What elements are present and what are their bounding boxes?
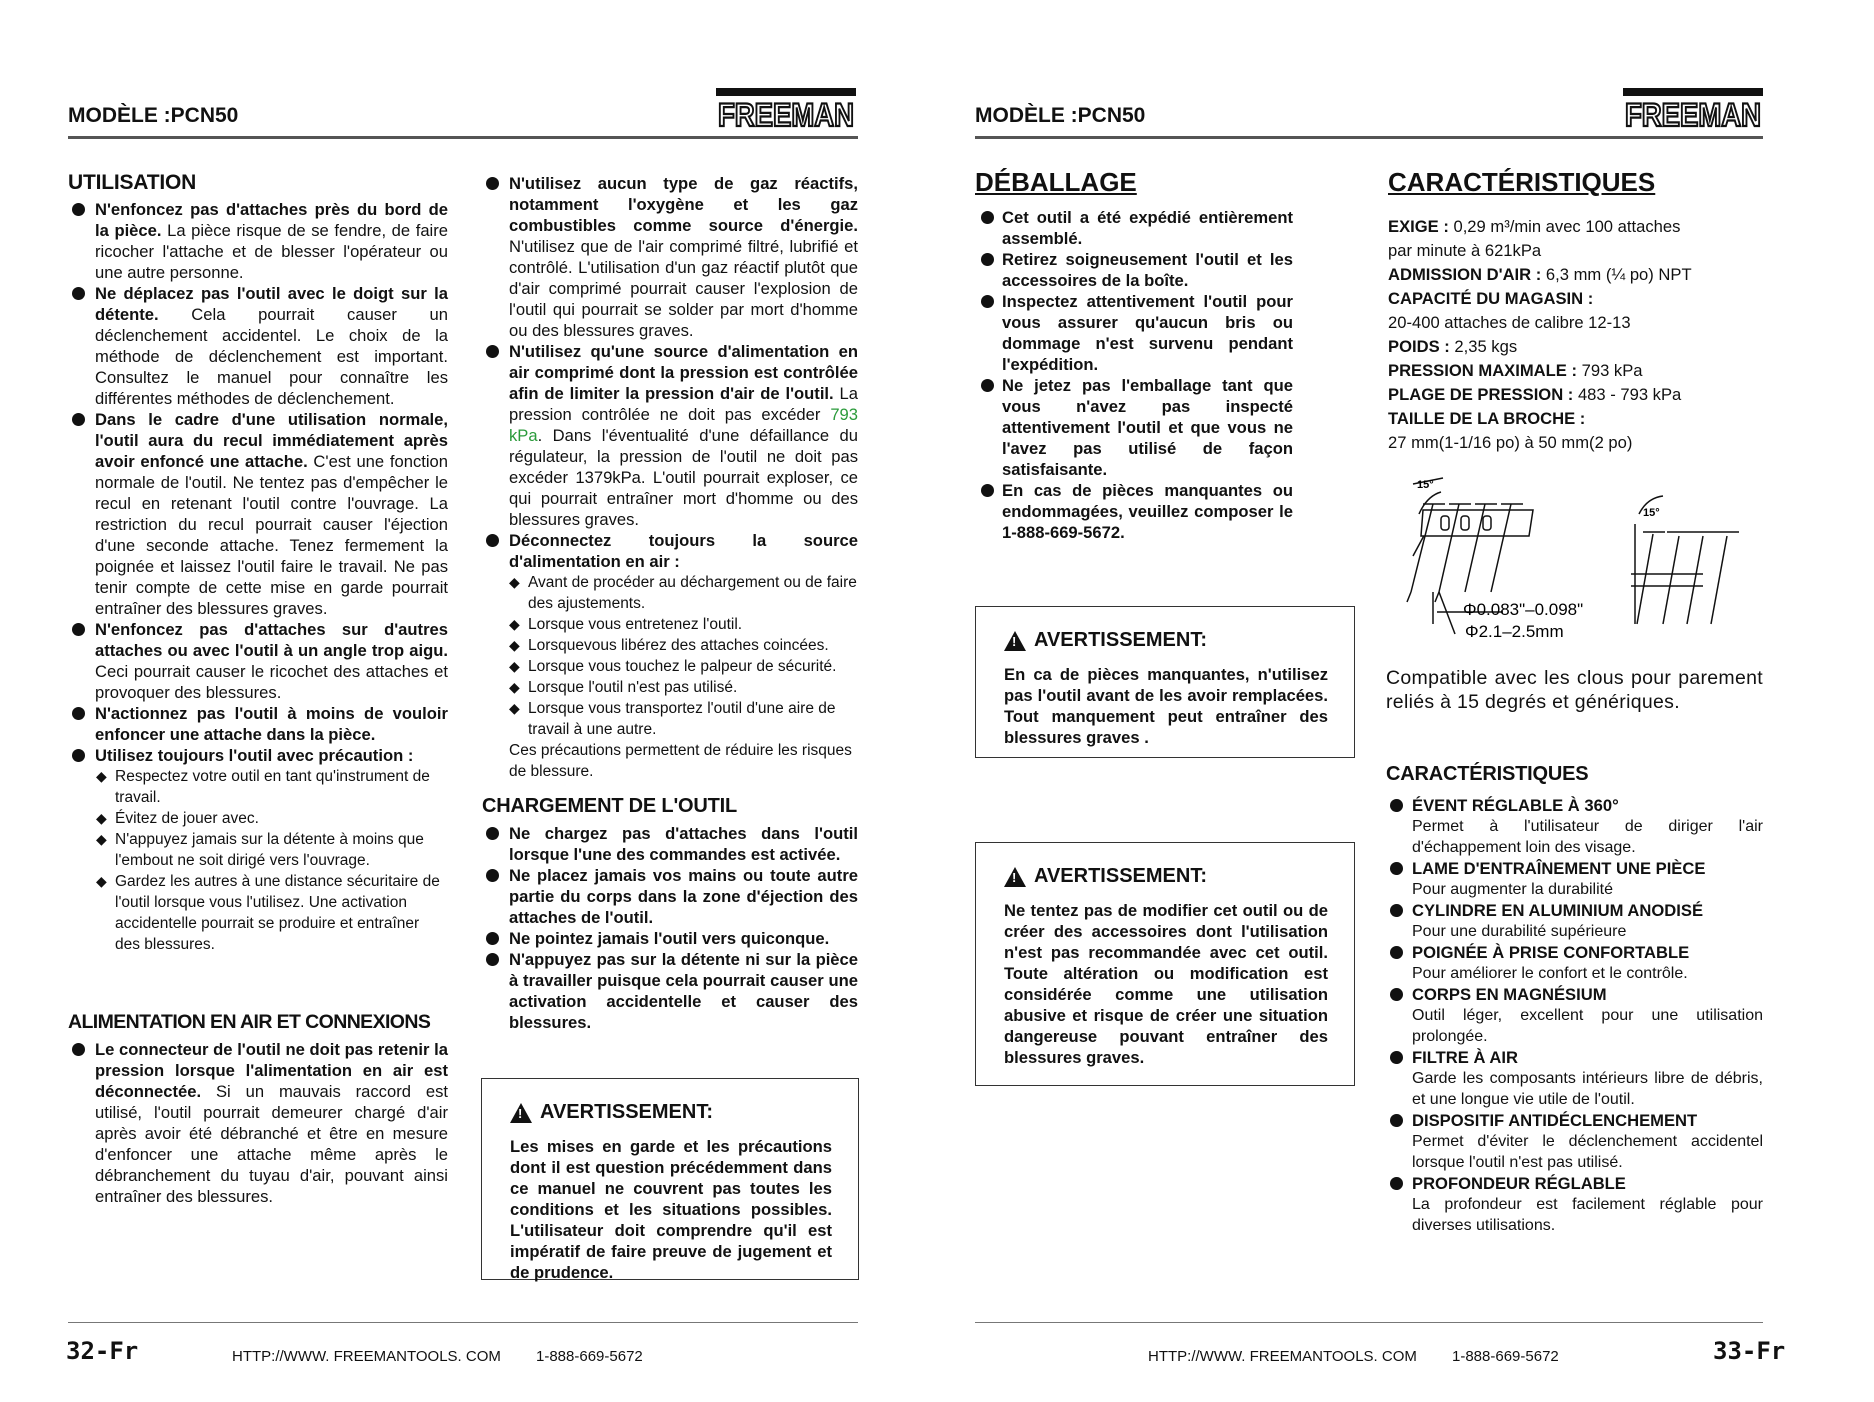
feature-item: ÉVENT RÉGLABLE À 360° Permet à l'utilisateur de diriger l'air d'échappement loin des visage. bbox=[1386, 795, 1763, 858]
list-item: Dans le cadre d'une utilisation normale, l'outil aura du recul immédiatement après avoir enfoncé une attache. C'est une fonction normale de l'outil. Ne tentez pas d'empêcher le recul en retenant l'outil contre l'ouvrage. La restriction du recul pourrait causer l'éjection d'une seconde attache. Tenez fermement la poignée et laissez l'outil faire le travail. Ne pas tenir compte de cette mise en garde pourrait entraîner des blessures graves. bbox=[68, 409, 448, 619]
page-number-left: 32-Fr bbox=[66, 1337, 139, 1365]
feature-item: CYLINDRE EN ALUMINIUM ANODISÉ Pour une durabilité supérieure bbox=[1386, 900, 1763, 942]
sub-item: ◆ Lorsque vous touchez le palpeur de sécurité. bbox=[509, 658, 837, 675]
diagram-angle-label: 15° bbox=[1417, 479, 1434, 491]
feature-item: PROFONDEUR RÉGLABLE La profondeur est facilement réglable pour diverses utilisations. bbox=[1386, 1173, 1763, 1236]
left-column-1-alimentation bbox=[68, 1012, 448, 1207]
spec-line: PRESSION MAXIMALE : 793 kPa bbox=[1388, 361, 1643, 380]
warning-box-deballage-1 bbox=[975, 606, 1355, 758]
sub-item: ◆ Gardez les autres à une distance sécuritaire de l'outil lorsque vous l'utilisez. Une activation accidentelle pourrait se produire et entraîner des blessures. bbox=[96, 873, 440, 953]
caracteristiques-column bbox=[1388, 167, 1763, 455]
list-item: Le connecteur de l'outil ne doit pas retenir la pression lorsque l'alimentation en air est déconnectée. Si un mauvais raccord est utilisé, l'outil pourrait demeurer chargé d'air après avoir été débranché et être en mesure d'enfoncer une attache même après le débranchement du tuyau d'air, pouvant ainsi entraîner des blessures. bbox=[68, 1039, 448, 1207]
sub-item: ◆ Lorsque vous transportez l'outil d'une aire de travail à une autre. bbox=[509, 700, 836, 738]
spec-line: TAILLE DE LA BROCHE : bbox=[1388, 409, 1586, 428]
section-title-chargement: CHARGEMENT DE L'OUTIL bbox=[482, 795, 737, 817]
right-page bbox=[937, 0, 1874, 1402]
header-rule bbox=[975, 136, 1763, 139]
footer-phone: 1-888-669-5672 bbox=[536, 1348, 643, 1365]
sub-item: ◆ N'appuyez jamais sur la détente à moins que l'embout ne soit dirigé vers l'ouvrage. bbox=[96, 831, 424, 869]
section-title-deballage: DÉBALLAGE bbox=[975, 167, 1137, 197]
list-item: Ne jetez pas l'emballage tant que vous n'avez pas inspecté attentivement l'outil et que vous ne l'avez pas utilisé de façon satisfaisante. bbox=[975, 375, 1293, 480]
list-item: Ne chargez pas d'attaches dans l'outil lorsque l'une des commandes est activée. bbox=[482, 823, 858, 865]
left-column-1 bbox=[68, 172, 448, 955]
warning-icon bbox=[510, 1103, 532, 1123]
list-item: Inspectez attentivement l'outil pour vous assurer qu'aucun bris ou dommage n'est survenu pendant l'expédition. bbox=[975, 291, 1293, 375]
nail-diagram bbox=[1403, 474, 1743, 644]
list-item: N'utilisez qu'une source d'alimentation en air comprimé dont la pression est contrôlée afin de limiter la pression d'air de l'outil. La pression contrôlée ne doit pas excéder 793 kPa. Dans l'éventualité d'une défaillance du régulateur, la pression de l'outil ne doit pas excéder 1379kPa. L'outil pourrait exploser, ce qui pourrait entraîner mort d'homme ou des blessures graves. bbox=[482, 341, 858, 530]
warning-title: AVERTISSEMENT: bbox=[540, 1101, 713, 1123]
diagram-angle-label: 15° bbox=[1643, 507, 1660, 519]
precautions-note: Ces précautions permettent de réduire les risques de blessure. bbox=[509, 742, 852, 780]
diagram-dim-label: Φ2.1–2.5mm bbox=[1465, 622, 1564, 641]
list-item: N'enfoncez pas d'attaches sur d'autres attaches ou avec l'outil à un angle trop aigu. Ceci pourrait causer le ricochet des attaches et provoquer des blessures. bbox=[68, 619, 448, 703]
warning-text: Les mises en garde et les précautions dont il est question précédemment dans ce manuel ne couvrent pas toutes les conditions et les situations possibles. L'utilisateur doit comprendre qu'il est impératif de faire preuve de jugement et de prudence. bbox=[510, 1137, 832, 1282]
list-item: En cas de pièces manquantes ou endommagées, veuillez composer le 1-888-669-5672. bbox=[975, 480, 1293, 543]
spec-line: par minute à 621kPa bbox=[1388, 241, 1542, 260]
spec-line: EXIGE : 0,29 m³/min avec 100 attaches bbox=[1388, 217, 1681, 236]
list-item: Ne pointez jamais l'outil vers quiconque. bbox=[482, 928, 858, 949]
list-item: Ne déplacez pas l'outil avec le doigt sur la détente. Cela pourrait causer un déclenchement accidentel. Le choix de la méthode de déclenchement est important. Consultez le manuel pour connaître les différentes méthodes de déclenchement. bbox=[68, 283, 448, 409]
list-item: Ne placez jamais vos mains ou toute autre partie du corps dans la zone d'éjection des attaches de l'outil. bbox=[482, 865, 858, 928]
list-item: N'appuyez pas sur la détente ni sur la pièce à travailler puisque cela pourrait causer une activation accidentelle et causer des blessures. bbox=[482, 949, 858, 1033]
sub-item: ◆ Évitez de jouer avec. bbox=[96, 810, 259, 827]
list-item: Retirez soigneusement l'outil et les accessoires de la boîte. bbox=[975, 249, 1293, 291]
spec-line: PLAGE DE PRESSION : 483 - 793 kPa bbox=[1388, 385, 1682, 404]
freeman-logo bbox=[1623, 88, 1763, 133]
diagram-dim-label: Φ0.083"–0.098" bbox=[1463, 600, 1584, 619]
page-number-right: 33-Fr bbox=[1713, 1337, 1786, 1365]
sub-item: ◆ Lorsquevous libérez des attaches coincées. bbox=[509, 637, 829, 654]
spec-line: CAPACITÉ DU MAGASIN : bbox=[1388, 289, 1594, 308]
spec-line: 20-400 attaches de calibre 12-13 bbox=[1388, 313, 1631, 332]
warning-icon bbox=[1004, 867, 1026, 887]
footer-rule bbox=[68, 1322, 858, 1323]
list-item: Déconnectez toujours la source d'alimentation en air : bbox=[482, 530, 858, 572]
feature-item: FILTRE À AIR Garde les composants intérieurs libre de débris, et une longue vie utile de l'outil. bbox=[1386, 1047, 1763, 1110]
section-title-caracteristiques: CARACTÉRISTIQUES bbox=[1388, 167, 1656, 197]
footer-url: HTTP://WWW. FREEMANTOOLS. COM bbox=[1148, 1348, 1417, 1365]
list-item: Cet outil a été expédié entièrement assemblé. bbox=[975, 207, 1293, 249]
freeman-logo bbox=[716, 88, 856, 133]
list-item: Utilisez toujours l'outil avec précaution : bbox=[68, 745, 448, 766]
list-item: N'enfoncez pas d'attaches près du bord de la pièce. La pièce risque de se fendre, de faire ricocher l'attache et de blesser l'opérateur ou une autre personne. bbox=[68, 199, 448, 283]
warning-icon bbox=[1004, 631, 1026, 651]
footer-rule bbox=[975, 1322, 1763, 1323]
warning-title: AVERTISSEMENT: bbox=[1034, 865, 1207, 887]
warning-text: En ca de pièces manquantes, n'utilisez pas l'outil avant de les avoir remplacées. Tout manquement peut entraîner des blessures graves . bbox=[1004, 665, 1328, 747]
model-label: MODÈLE :PCN50 bbox=[975, 104, 1146, 127]
svg-text:FREEMAN: FREEMAN bbox=[718, 97, 854, 133]
compat-text: Compatible avec les clous pour parement reliés à 15 degrés et génériques. bbox=[1386, 667, 1763, 713]
warning-text: Ne tentez pas de modifier cet outil ou de créer des accessoires dont l'utilisation n'est pas recommandée avec cet outil. Toute altération ou modification est considérée comme une utilisation abusive et risque de créer une situation dangereuse pouvant entraîner des blessures graves. bbox=[1004, 901, 1328, 1067]
svg-text:FREEMAN: FREEMAN bbox=[1625, 97, 1761, 133]
sub-item: ◆ Lorsque l'outil n'est pas utilisé. bbox=[509, 679, 738, 696]
features-column bbox=[1386, 764, 1763, 1236]
sub-item: ◆ Respectez votre outil en tant qu'instrument de travail. bbox=[96, 768, 430, 806]
warning-box-left bbox=[481, 1078, 859, 1280]
section-title-alimentation: ALIMENTATION EN AIR ET CONNEXIONS bbox=[68, 1011, 431, 1033]
feature-item: DISPOSITIF ANTIDÉCLENCHEMENT Permet d'éviter le déclenchement accidentel lorsque l'outil n'est pas utilisé. bbox=[1386, 1110, 1763, 1173]
feature-item: LAME D'ENTRAÎNEMENT UNE PIÈCE Pour augmenter la durabilité bbox=[1386, 858, 1763, 900]
footer-phone: 1-888-669-5672 bbox=[1452, 1348, 1559, 1365]
list-item: N'actionnez pas l'outil à moins de vouloir enfoncer une attache dans la pièce. bbox=[68, 703, 448, 745]
sub-item: ◆ Avant de procéder au déchargement ou de faire des ajustements. bbox=[509, 574, 857, 612]
spec-line: POIDS : 2,35 kgs bbox=[1388, 337, 1518, 356]
footer-url: HTTP://WWW. FREEMANTOOLS. COM bbox=[232, 1348, 501, 1365]
feature-item: CORPS EN MAGNÉSIUM Outil léger, excellent pour une utilisation prolongée. bbox=[1386, 984, 1763, 1047]
sub-item: ◆ Lorsque vous entretenez l'outil. bbox=[509, 616, 743, 633]
spec-line: 27 mm(1-1/16 po) à 50 mm(2 po) bbox=[1388, 433, 1633, 452]
list-item: N'utilisez aucun type de gaz réactifs, notamment l'oxygène et les gaz combustibles comme source d'énergie. N'utilisez que de l'air comprimé filtré, lubrifié et contrôlé. L'utilisation d'un gaz réactif plutôt que d'air comprimé pourrait causer l'explosion de l'outil qui pourrait se solder par mort d'homme ou des blessures graves. bbox=[482, 173, 858, 341]
model-label: MODÈLE :PCN50 bbox=[68, 104, 239, 127]
section-title-features: CARACTÉRISTIQUES bbox=[1386, 763, 1589, 785]
left-column-2 bbox=[482, 173, 858, 1033]
header-rule bbox=[68, 136, 858, 139]
warning-box-deballage-2 bbox=[975, 842, 1355, 1086]
feature-item: POIGNÉE À PRISE CONFORTABLE Pour améliorer le confort et le contrôle. bbox=[1386, 942, 1763, 984]
spec-line: ADMISSION D'AIR : 6,3 mm (¼ po) NPT bbox=[1388, 265, 1692, 284]
deballage-column bbox=[975, 167, 1293, 543]
warning-title: AVERTISSEMENT: bbox=[1034, 629, 1207, 651]
section-title-utilisation: UTILISATION bbox=[68, 171, 197, 194]
